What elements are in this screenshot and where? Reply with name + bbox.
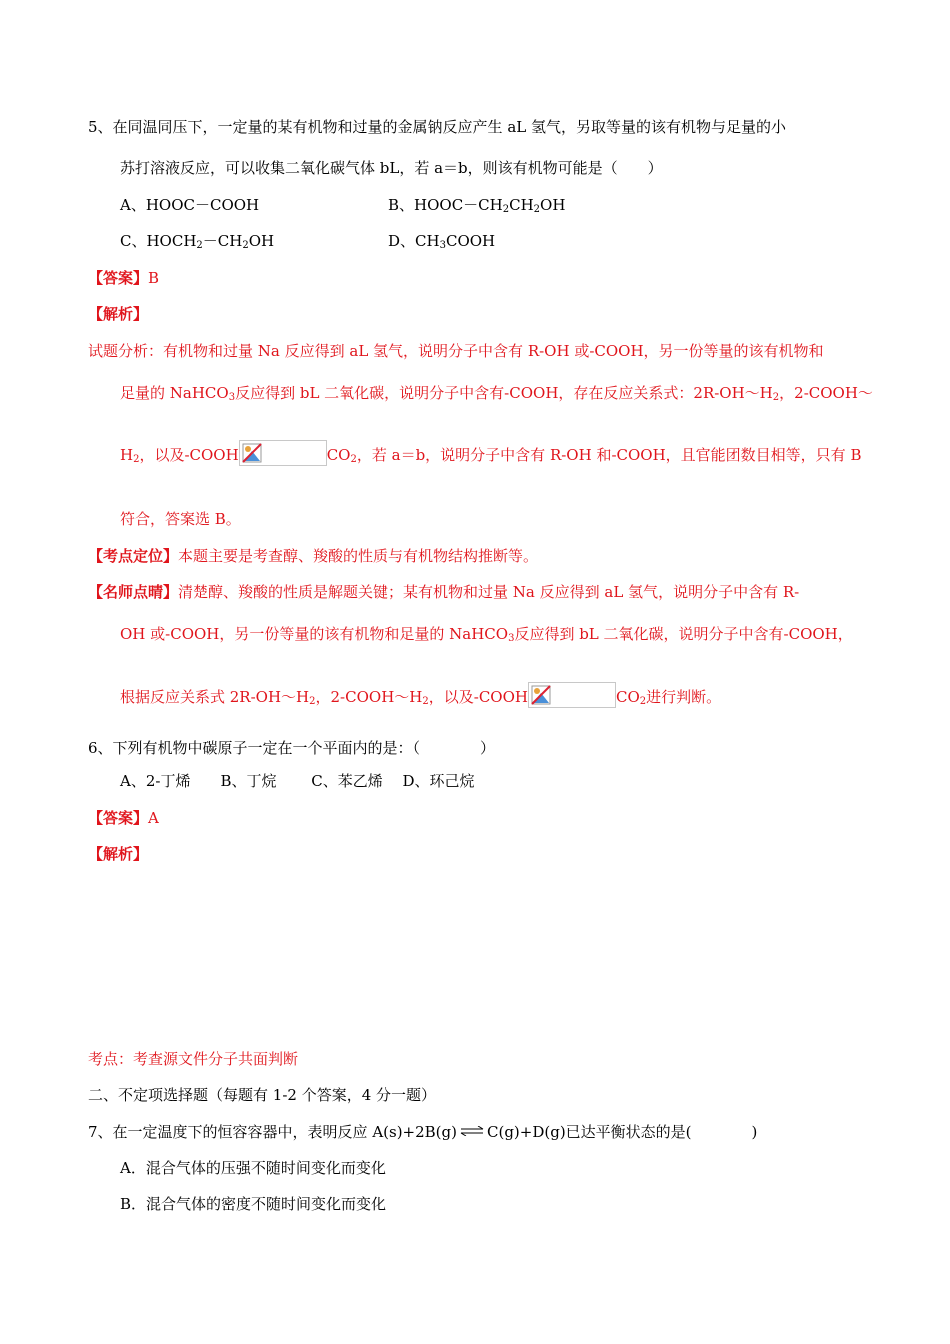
q5-mingshi-line3: 根据反应关系式 $2R-OH\sim H_2$，$2-COOH\sim H_2$，以及-COOH $CO_2$进行判断。 xyxy=(120,682,721,708)
q5-mingshi-line2: OH 或-COOH，另一份等量的该有机物和足量的 NaHCO$_3$反应得到 bL 二氧化碳，说明分子中含有-COOH， xyxy=(120,625,853,644)
q5-analysis-line4: 符合，答案选 B。 xyxy=(120,510,241,528)
q5-option-b: B、$HOOC-CH_2CH_2OH$ xyxy=(388,196,566,215)
q6-stem: 6、下列有机物中碳原子一定在一个平面内的是：（ ） xyxy=(88,739,496,757)
q5-analysis-line3: $H_2$，以及-COOH $CO_2$，若 a＝b，说明分子中含有 R-OH 和-COOH，且官能团数目相等，只有 B xyxy=(120,440,861,466)
q6-analysis-tag: 【解析】 xyxy=(88,845,149,863)
broken-image-icon xyxy=(239,440,327,466)
q5-kaodian: 【考点定位】本题主要是考查醇、羧酸的性质与有机物结构推断等。 xyxy=(88,547,539,565)
q6-answer: 【答案】A xyxy=(88,809,159,827)
q5-stem-line2: 苏打溶液反应，可以收集二氧化碳气体 bL，若 a＝b，则该有机物可能是（ ） xyxy=(120,159,663,177)
q5-analysis-line1: 试题分析：有机物和过量 Na 反应得到 aL 氢气，说明分子中含有 R-OH 或-COOH，另一份等量的该有机物和 xyxy=(88,342,824,360)
q5-answer xyxy=(88,268,159,288)
q7-option-b: B．混合气体的密度不随时间变化而变化 xyxy=(120,1195,387,1213)
q5-mingshi-line1: 【名师点晴】清楚醇、羧酸的性质是解题关键；某有机物和过量 Na 反应得到 aL 氢气，说明分子中含有 R- xyxy=(88,583,800,601)
q6-kaodian: 考点：考查源文件分子共面判断 xyxy=(88,1050,299,1068)
q5-analysis-tag: 【解析】 xyxy=(88,305,149,323)
broken-image-icon xyxy=(528,682,616,708)
equilibrium-arrow-icon xyxy=(459,1126,485,1136)
q6-options: A、2-丁烯 B、丁烷 C、苯乙烯 D、环己烷 xyxy=(120,772,475,790)
section-title: 二、不定项选择题（每题有 1-2 个答案，4 分一题） xyxy=(88,1086,437,1104)
q5-stem-line1: 5、在同温同压下，一定量的某有机物和过量的金属钠反应产生 aL 氢气，另取等量的该有机物与足量的小 xyxy=(88,118,786,136)
q5-option-a: A、HOOC－COOH xyxy=(120,196,260,214)
q7-stem: 7、在一定温度下的恒容容器中，表明反应 A(s)+2B(g) C(g)+D(g)已达平衡状态的是( ) xyxy=(88,1123,758,1141)
q7-option-a: A．混合气体的压强不随时间变化而变化 xyxy=(120,1159,386,1177)
answer-value: B xyxy=(148,269,160,287)
q5-option-c: C、$HOCH_2-CH_2OH$ xyxy=(120,232,275,251)
q5-analysis-line2: 足量的 NaHCO$_3$反应得到 bL 二氧化碳，说明分子中含有-COOH，存在反应关系式：$2R-OH\sim H_2$，2-COOH～ xyxy=(120,384,873,403)
answer-tag: 【答案】 xyxy=(88,269,149,287)
q5-option-d: D、$CH_3COOH$ xyxy=(388,232,496,251)
